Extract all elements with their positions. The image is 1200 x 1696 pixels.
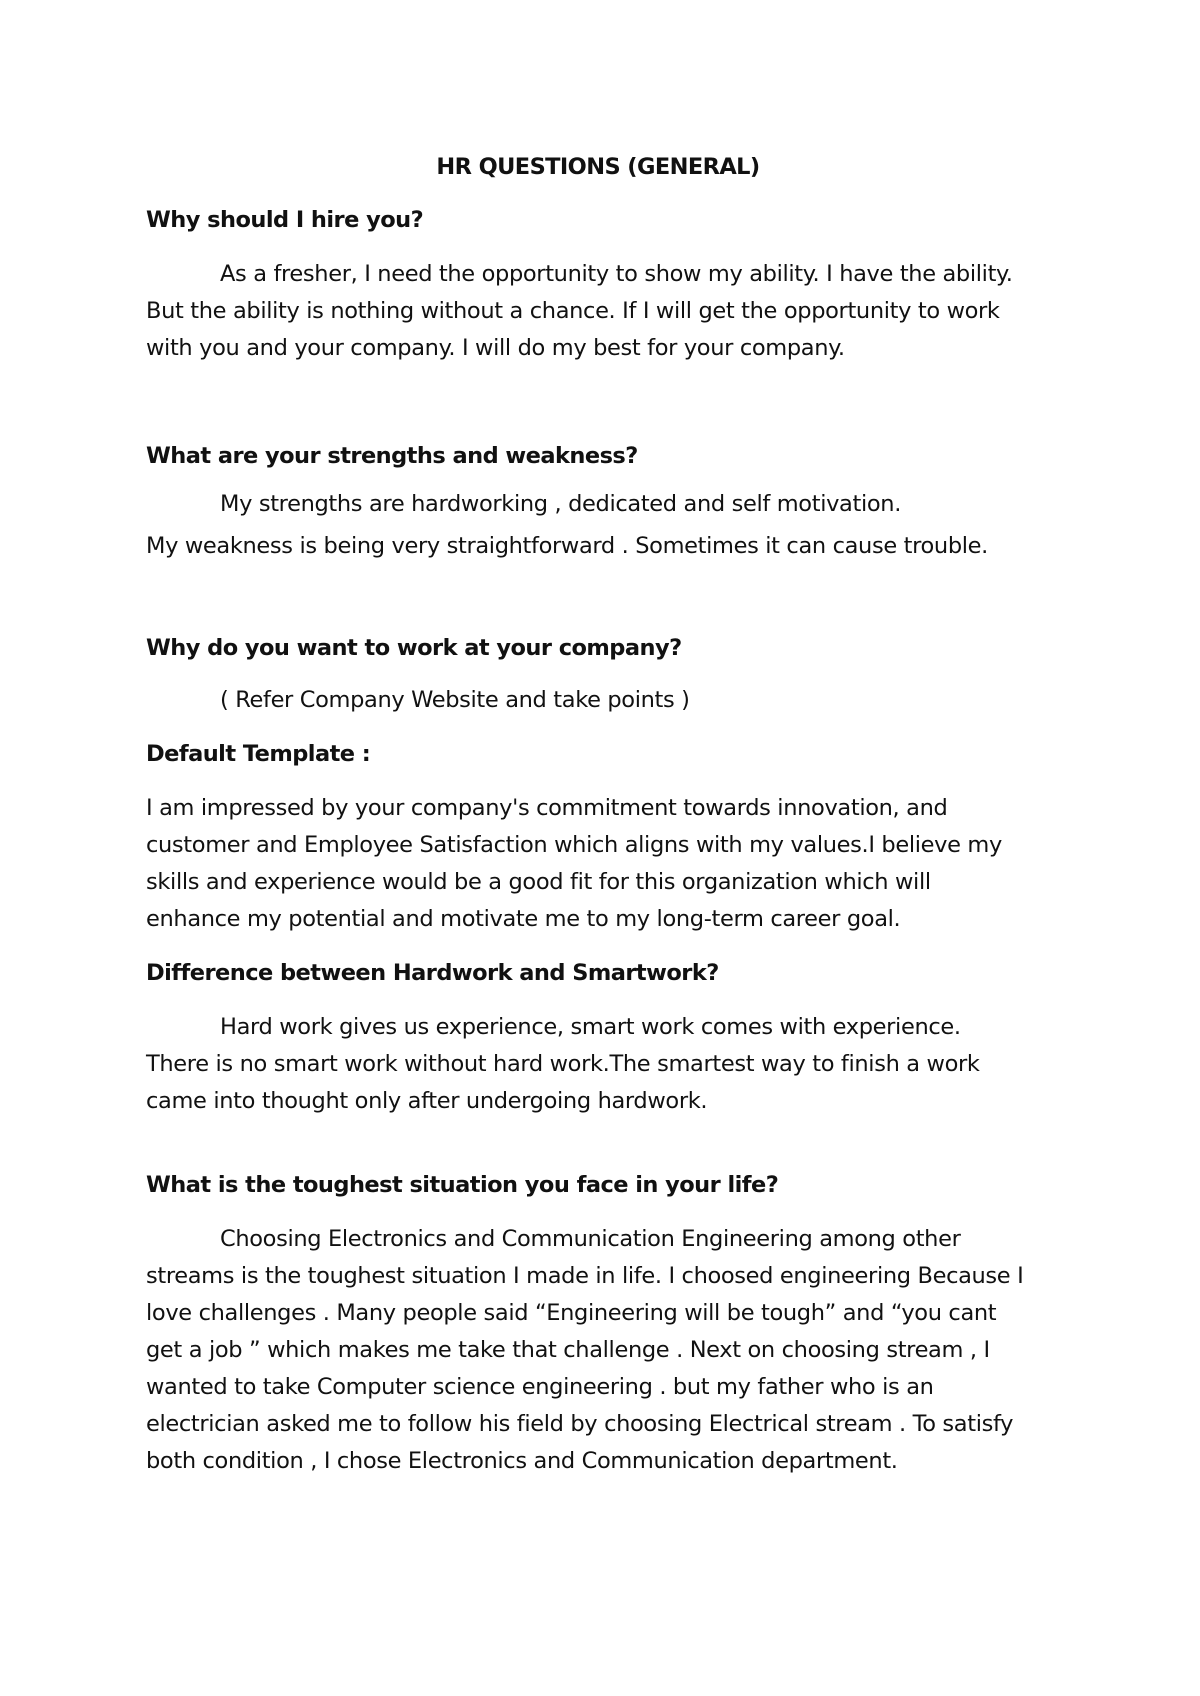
answer-line: As a fresher, I need the opportunity to show my ability. I have the ability. <box>220 261 1013 287</box>
question-heading-toughest: What is the toughest situation you face in your life? <box>146 1172 779 1198</box>
answer-line: I am impressed by your company's commitment towards innovation, and <box>146 795 948 821</box>
document-page <box>146 0 1076 1696</box>
question-heading-strengths: What are your strengths and weakness? <box>146 443 638 469</box>
answer-line: get a job ” which makes me take that challenge . Next on choosing stream , I <box>146 1337 990 1363</box>
question-heading-company: Why do you want to work at your company? <box>146 635 682 661</box>
answer-line: streams is the toughest situation I made in life. I choosed engineering Because I <box>146 1263 1024 1289</box>
question-heading-hire: Why should I hire you? <box>146 207 424 233</box>
answer-line: Choosing Electronics and Communication Engineering among other <box>220 1226 961 1252</box>
answer-line: My strengths are hardworking , dedicated and self motivation. <box>220 491 901 517</box>
answer-line: customer and Employee Satisfaction which aligns with my values.I believe my <box>146 832 1002 858</box>
template-heading: Default Template : <box>146 741 371 767</box>
answer-line: But the ability is nothing without a chance. If I will get the opportunity to work <box>146 298 1000 324</box>
question-heading-hardwork: Difference between Hardwork and Smartwork? <box>146 960 719 986</box>
answer-line: skills and experience would be a good fit for this organization which will <box>146 869 931 895</box>
document-title: HR QUESTIONS (GENERAL) <box>436 154 760 180</box>
answer-line: My weakness is being very straightforward . Sometimes it can cause trouble. <box>146 533 988 559</box>
answer-line: electrician asked me to follow his field by choosing Electrical stream . To satisfy <box>146 1411 1014 1437</box>
answer-line: wanted to take Computer science engineering . but my father who is an <box>146 1374 934 1400</box>
answer-line: enhance my potential and motivate me to my long-term career goal. <box>146 906 901 932</box>
answer-line: Hard work gives us experience, smart work comes with experience. <box>220 1014 961 1040</box>
answer-line: both condition , I chose Electronics and Communication department. <box>146 1448 898 1474</box>
answer-line: came into thought only after undergoing hardwork. <box>146 1088 708 1114</box>
answer-note: ( Refer Company Website and take points ) <box>220 687 690 713</box>
answer-line: There is no smart work without hard work.The smartest way to finish a work <box>146 1051 980 1077</box>
answer-line: with you and your company. I will do my best for your company. <box>146 335 845 361</box>
answer-line: love challenges . Many people said “Engineering will be tough” and “you cant <box>146 1300 997 1326</box>
